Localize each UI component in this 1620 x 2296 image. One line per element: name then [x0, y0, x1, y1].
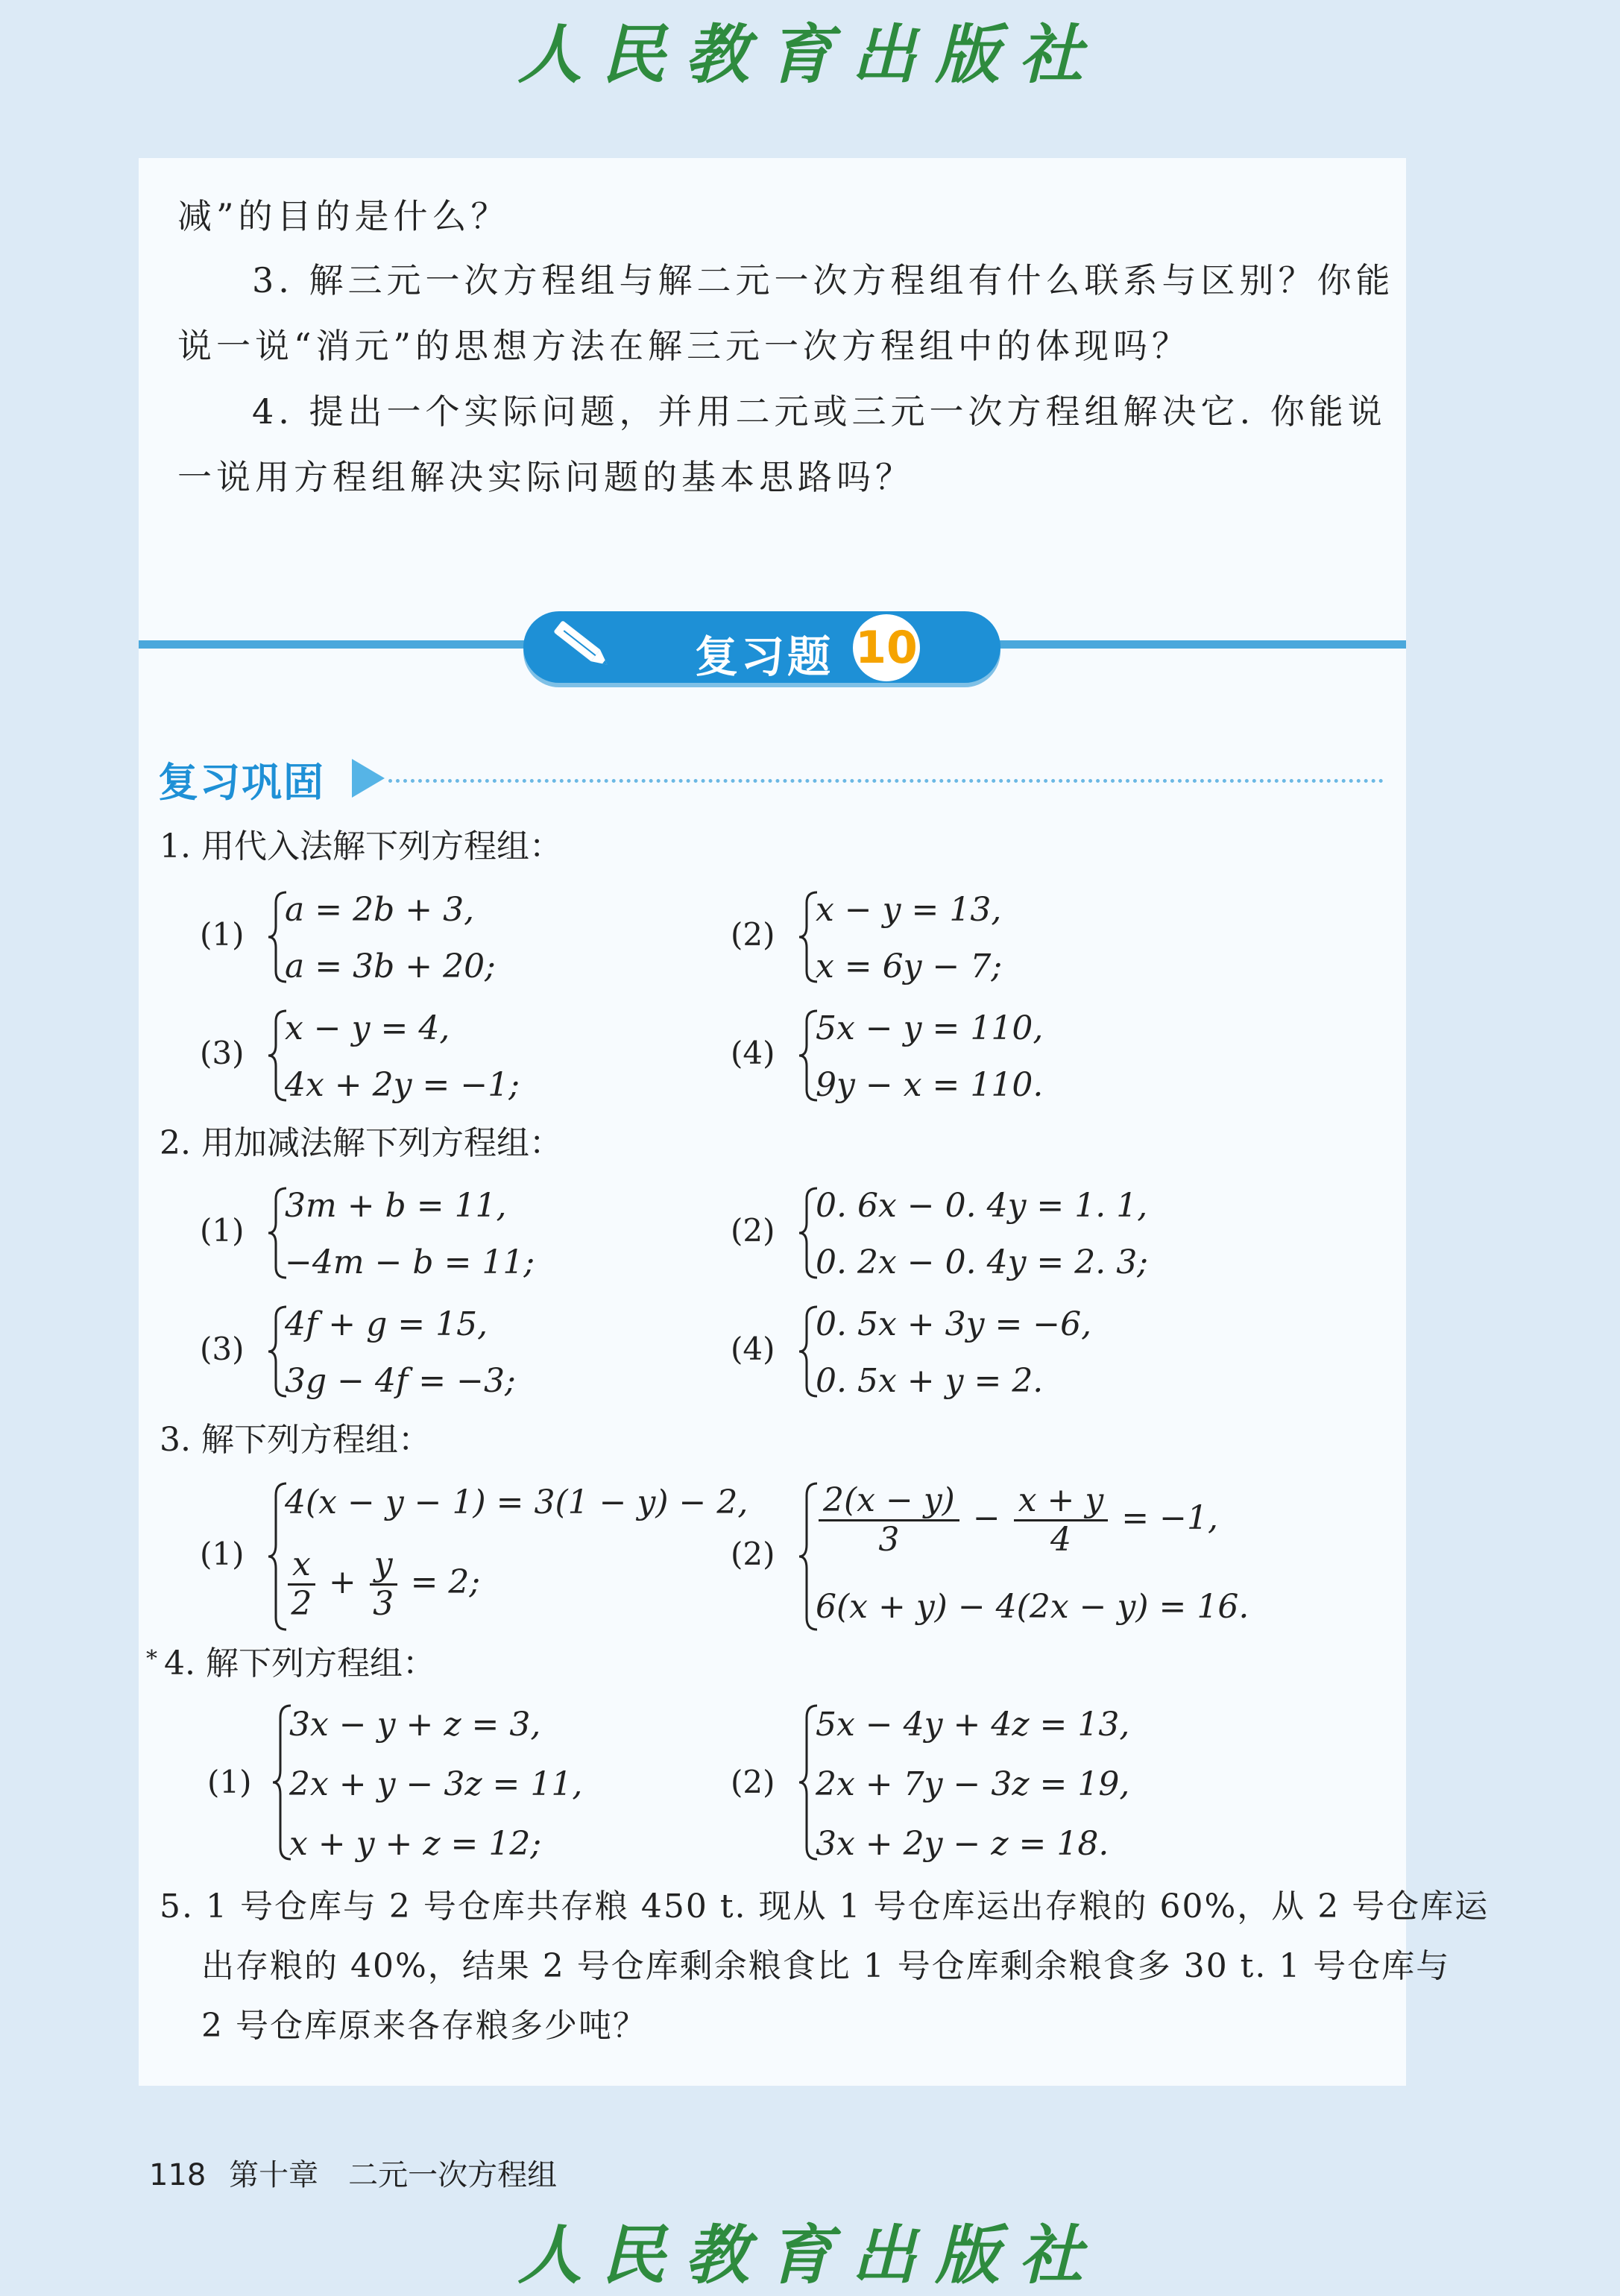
- pencil-icon: [550, 619, 619, 677]
- page-card: [139, 158, 1490, 2086]
- exercise-1-title: 1. 用代入法解下列方程组：: [160, 827, 562, 865]
- section-dotted-rule: [388, 779, 1384, 783]
- ex2-p3-eq-a: 4f + g = 15,: [285, 1305, 488, 1343]
- operator: +: [328, 1563, 356, 1601]
- publisher-footer: 人民教育出版社: [517, 2218, 1103, 2293]
- optional-star: *: [146, 1646, 157, 1672]
- ex2-p2-eq-b: 0. 2x − 0. 4y = 2. 3;: [816, 1243, 1149, 1281]
- fraction-numerator: x + y: [1014, 1482, 1109, 1521]
- ex1-p3-eq-b: 4x + 2y = −1;: [285, 1066, 520, 1104]
- banner-number: 10: [853, 614, 920, 681]
- ex3-p2-label: (2): [731, 1536, 775, 1572]
- fraction: [288, 1546, 315, 1623]
- operator: −: [972, 1499, 1000, 1537]
- intro-line-2: 3. 解三元一次方程组与解二元一次方程组有什么联系与区别？你能: [252, 260, 1395, 300]
- page-number: 118: [149, 2158, 207, 2192]
- ex2-p4-eq-b: 0. 5x + y = 2.: [816, 1362, 1044, 1400]
- ex2-p3-label: (3): [200, 1331, 245, 1367]
- page-footer: [149, 2151, 557, 2194]
- ex2-p2-label: (2): [731, 1212, 775, 1249]
- publisher-header: 人民教育出版社: [517, 17, 1103, 92]
- ex1-p2-label: (2): [731, 916, 775, 953]
- ex4-p2-eq-c: 3x + 2y − z = 18.: [816, 1825, 1109, 1863]
- intro-line-1: 减”的目的是什么？: [177, 196, 510, 236]
- fraction-denominator: 2: [291, 1585, 312, 1623]
- ex1-p4-eq-a: 5x − y = 110,: [816, 1009, 1044, 1047]
- ex1-p1-eq-b: a = 3b + 20;: [285, 947, 496, 985]
- fraction-numerator: y: [370, 1546, 397, 1586]
- ex1-p1-label: (1): [200, 916, 245, 953]
- exercise-3-title: 3. 解下列方程组：: [160, 1421, 431, 1459]
- ex3-p1-eq-a: 4(x − y − 1) = 3(1 − y) − 2,: [285, 1483, 748, 1521]
- ex1-p2-eq-b: x = 6y − 7;: [816, 947, 1003, 985]
- section-title: 复习巩固: [158, 759, 325, 806]
- exercise-4-title: 4. 解下列方程组：: [164, 1644, 435, 1682]
- fraction: [819, 1482, 959, 1559]
- triangle-arrow-icon: [352, 759, 385, 798]
- fraction: [1014, 1482, 1109, 1559]
- fraction-numerator: 2(x − y): [819, 1482, 959, 1521]
- ex2-p1-eq-a: 3m + b = 11,: [285, 1187, 507, 1225]
- ex4-p1-label: (1): [207, 1764, 252, 1800]
- ex3-p1-label: (1): [200, 1536, 245, 1572]
- exercise-5-line-3: 2 号仓库原来各存粮多少吨？: [201, 2007, 647, 2045]
- ex3-p2-eq-b: 6(x + y) − 4(2x − y) = 16.: [816, 1588, 1249, 1626]
- ex3-p2-eq-a: [816, 1482, 1218, 1559]
- ex1-p3-eq-a: x − y = 4,: [285, 1009, 450, 1047]
- ex2-p3-eq-b: 3g − 4f = −3;: [285, 1362, 516, 1400]
- ex2-p4-label: (4): [731, 1331, 775, 1367]
- equation-rhs: = 2;: [410, 1563, 481, 1601]
- ex4-p1-eq-a: 3x − y + z = 3,: [289, 1706, 541, 1744]
- fraction-denominator: 3: [373, 1585, 394, 1623]
- ex4-p1-eq-b: 2x + y − 3z = 11,: [289, 1765, 583, 1803]
- ex1-p2-eq-a: x − y = 13,: [816, 891, 1002, 929]
- ex1-p1-eq-a: a = 2b + 3,: [285, 891, 475, 929]
- exercise-5-line-1: 5. 1 号仓库与 2 号仓库共存粮 450 t. 现从 1 号仓库运出存粮的 60%，从 2 号仓库运: [160, 1887, 1490, 1926]
- chapter-title: 第十章 二元一次方程组: [229, 2158, 558, 2192]
- ex4-p2-eq-b: 2x + 7y − 3z = 19,: [816, 1765, 1130, 1803]
- ex4-p2-eq-a: 5x − 4y + 4z = 13,: [816, 1706, 1130, 1744]
- ex1-p3-label: (3): [200, 1035, 245, 1071]
- equation-rhs: = −1,: [1121, 1499, 1218, 1537]
- review-banner: [523, 611, 1000, 683]
- fraction-denominator: 3: [878, 1521, 900, 1559]
- ex2-p1-label: (1): [200, 1212, 245, 1249]
- ex1-p4-eq-b: 9y − x = 110.: [816, 1066, 1044, 1104]
- intro-line-3: 说一说“消元”的思想方法在解三元一次方程组中的体现吗？: [177, 326, 1191, 366]
- ex2-p1-eq-b: −4m − b = 11;: [285, 1243, 535, 1281]
- intro-line-4: 4. 提出一个实际问题，并用二元或三元一次方程组解决它. 你能说: [252, 391, 1387, 432]
- ex4-p2-label: (2): [731, 1764, 775, 1800]
- fraction-numerator: x: [288, 1546, 315, 1586]
- intro-line-5: 一说用方程组解决实际问题的基本思路吗？: [177, 457, 914, 497]
- ex1-p4-label: (4): [731, 1035, 775, 1071]
- fraction: [370, 1546, 397, 1623]
- ex4-p1-eq-c: x + y + z = 12;: [289, 1825, 542, 1863]
- ex2-p4-eq-a: 0. 5x + 3y = −6,: [816, 1305, 1092, 1343]
- ex3-p1-eq-b: [285, 1546, 480, 1623]
- fraction-denominator: 4: [1050, 1521, 1071, 1559]
- exercise-2-title: 2. 用加减法解下列方程组：: [160, 1124, 562, 1162]
- banner-title: 复习题: [695, 631, 834, 682]
- ex2-p2-eq-a: 0. 6x − 0. 4y = 1. 1,: [816, 1187, 1148, 1225]
- exercise-5-line-2: 出存粮的 40%，结果 2 号仓库剩余粮食比 1 号仓库剩余粮食多 30 t. 1 号仓库与: [201, 1947, 1451, 1985]
